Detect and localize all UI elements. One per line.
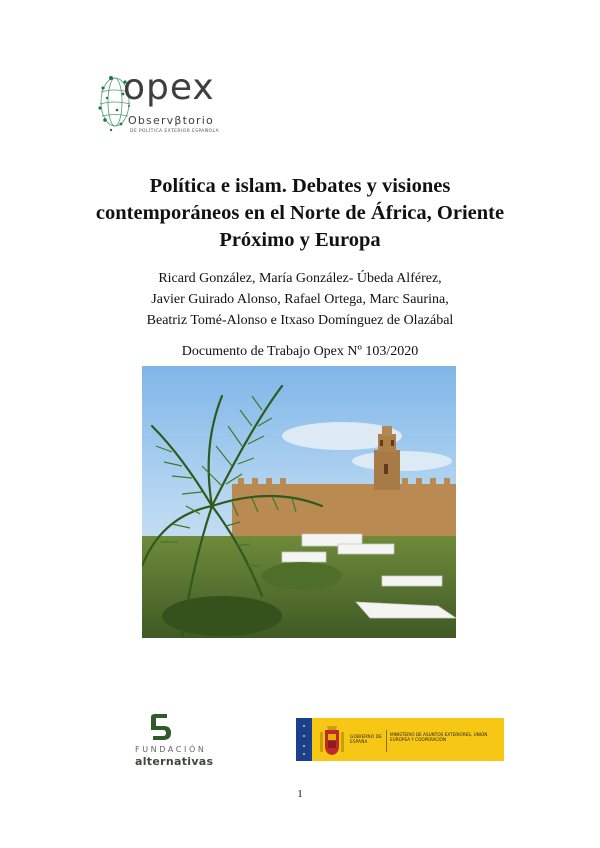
fundacion-label: FUNDACIÓN: [135, 745, 207, 754]
fundacion-alternativas-logo-icon: [145, 713, 175, 741]
eu-flag-icon: [296, 718, 312, 761]
cover-photo: [142, 366, 456, 638]
page-number: 1: [297, 788, 303, 800]
authors-line-1: Ricard González, María González- Úbeda Alférez,: [158, 271, 442, 286]
title-line-1: Política e islam. Debates y visiones: [149, 175, 451, 197]
ministerio-label: MINISTERIO DE ASUNTOS EXTERIORES, UNIÓN EUROPEA Y COOPERACIÓN: [390, 732, 488, 742]
authors-line-3: Beatriz Tomé-Alonso e Itxaso Domínguez de Olazábal: [146, 313, 454, 328]
document-number: Documento de Trabajo Opex Nº 103/2020: [181, 344, 419, 359]
opex-logo-wordmark: opex: [123, 67, 215, 108]
observatorio-label: Observβtorio: [128, 114, 214, 127]
coat-of-arms-icon: [319, 724, 345, 756]
alternativas-label: alternativas: [135, 755, 214, 768]
observatorio-subtitle: DE POLÍTICA EXTERIOR ESPAÑOLA: [130, 129, 219, 134]
title-line-2: contemporáneos en el Norte de África, Oriente: [95, 202, 505, 224]
gobierno-label: GOBIERNO DE ESPAÑA: [350, 734, 383, 744]
document-title: [60, 173, 540, 254]
authors-line-2: Javier Guirado Alonso, Rafael Ortega, Marc Saurina,: [151, 292, 449, 307]
title-line-3: Próximo y Europa: [219, 229, 381, 251]
ministerio-divider: [386, 730, 387, 752]
authors: [60, 268, 540, 331]
